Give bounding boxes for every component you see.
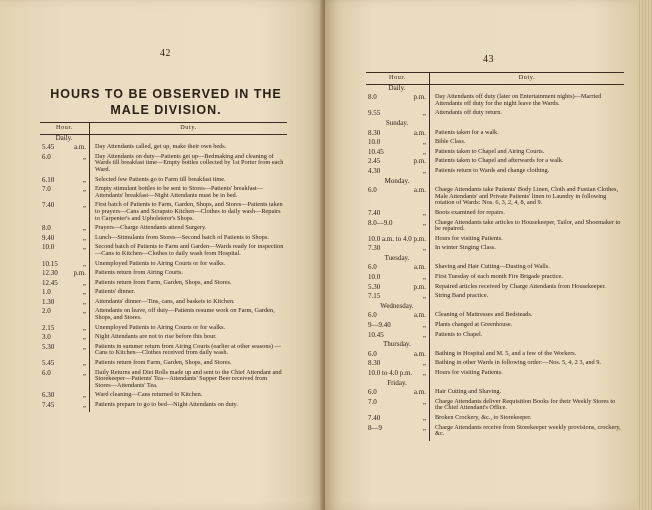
- duty-cell: [429, 303, 624, 310]
- duty-cell: Unemployed Patients to Airing Courts or for walks.: [95, 323, 226, 331]
- hour-cell: [40, 244, 90, 257]
- ampm-marker: „: [422, 330, 426, 339]
- hour-cell: [40, 235, 90, 242]
- time-value: 10.45: [368, 330, 384, 339]
- day-heading-row: [366, 380, 624, 387]
- time-value: 12.30: [42, 269, 58, 278]
- table-row: [40, 344, 287, 357]
- hour-cell: [40, 299, 90, 306]
- ampm-marker: „: [422, 208, 426, 217]
- hour-cell: [40, 334, 90, 341]
- ampm-marker: „: [422, 369, 426, 377]
- ampm-marker: a.m.: [413, 349, 426, 358]
- day-heading-row: [366, 120, 624, 127]
- ampm-marker: „: [82, 391, 86, 400]
- time-value: 9—9.40: [368, 321, 391, 330]
- table-row: [366, 130, 624, 137]
- left-page: [0, 0, 323, 510]
- table-row: [366, 389, 624, 396]
- duty-cell: Patients taken to Chapel and afterwards for a walk.: [434, 157, 564, 165]
- duty-cell: Second batch of Patients to Farm and Garden—Wards ready for inspection—Cans to Kitchen—Clothes to daily wash from Hospital.: [95, 243, 284, 257]
- ampm-marker: „: [82, 288, 86, 297]
- hour-cell: [366, 332, 429, 339]
- table-row: [366, 149, 624, 156]
- table-row: [366, 245, 624, 252]
- duty-cell: Prayers—Charge Attendants attend Surgery.: [95, 224, 207, 232]
- duty-cell: Shaving and Hair Cutting—Dusting of Walls.: [434, 263, 550, 271]
- table-row: [366, 425, 624, 438]
- hour-cell: [366, 236, 429, 243]
- page-number: 42: [160, 48, 171, 59]
- table-row: [40, 261, 287, 268]
- page-title: HOURS TO BE OBSERVED IN THE MALE DIVISION.: [50, 87, 282, 117]
- time-value: 6.0: [368, 311, 377, 320]
- duty-cell: Patients taken to Chapel and Airing Courts.: [434, 147, 545, 155]
- time-value: 6.0: [42, 152, 51, 161]
- spacer-cell: [40, 409, 90, 412]
- hour-cell: [40, 202, 90, 222]
- time-value: 1.30: [42, 297, 55, 306]
- duty-cell: Hours for visiting Patients.: [434, 234, 503, 242]
- ampm-marker: p.m.: [413, 282, 426, 291]
- day-label: Daily.: [40, 134, 90, 141]
- hour-column-header: Hour.: [40, 123, 90, 135]
- table-row: [366, 399, 624, 412]
- duty-cell: Patients in summer return from Airing Courts (earlier at other seasons) — Cans to Kitchen—Clothes received from daily wash.: [95, 342, 281, 357]
- time-value: 10.15: [42, 259, 58, 268]
- time-value: 10.0: [42, 243, 55, 252]
- ampm-marker: a.m.: [413, 388, 426, 397]
- table-row: [366, 168, 624, 175]
- ampm-marker: „: [82, 243, 86, 252]
- table-row: [366, 415, 624, 422]
- table-row: [40, 392, 287, 399]
- duty-cell: Selected few Patients go to Farm till breakfast time.: [95, 175, 226, 183]
- hour-cell: [366, 94, 429, 107]
- day-heading-row: [366, 84, 624, 91]
- hour-cell: [40, 325, 90, 332]
- time-value: 6.0: [368, 349, 377, 358]
- duty-cell: [429, 341, 624, 348]
- duty-cell: Patients return from Airing Courts.: [95, 269, 183, 277]
- duty-cell: Repaired articles received by Charge Attendants from Housekeeper.: [434, 282, 606, 290]
- ampm-marker: „: [82, 278, 86, 287]
- hour-cell: [366, 425, 429, 438]
- hour-cell: [366, 360, 429, 367]
- duty-cell: Hair Cutting and Shaving.: [434, 388, 502, 396]
- ampm-marker: „: [82, 185, 86, 194]
- ampm-marker: a.m.: [73, 143, 86, 152]
- hour-cell: [40, 344, 90, 357]
- day-label: Tuesday.: [366, 255, 429, 262]
- hour-cell: [366, 220, 429, 233]
- duty-cell: Empty stimulant bottles to be sent to Stores—Patients' breakfast—Attendants' breakfast—Night Attendants must be in bed.: [95, 185, 263, 199]
- hour-cell: [40, 261, 90, 268]
- hour-cell: [366, 293, 429, 300]
- duty-cell: Attendants' dinner—Tins, cans, and baskets to Kitchen.: [95, 297, 235, 305]
- spacer-cell: [429, 438, 624, 441]
- day-heading-row: [366, 341, 624, 348]
- time-value: 10.0 a.m. to 4.0 p.m.: [368, 234, 426, 243]
- duty-cell: Broken Crockery, &c., to Storekeeper.: [434, 413, 532, 421]
- hour-cell: [40, 144, 90, 151]
- duty-cell: Day Attendants off duty (later on Entertainment nights)—Married Attendants off duty for the night leave the Wards.: [434, 93, 602, 107]
- time-value: 3.0: [42, 333, 51, 342]
- spacer-cell: [90, 409, 288, 412]
- time-value: 10.45: [368, 147, 384, 156]
- duty-cell: Unemployed Patients to Airing Courts or for walks.: [95, 259, 226, 267]
- time-value: 9.40: [42, 233, 55, 242]
- ampm-marker: „: [422, 138, 426, 147]
- duty-cell: Patients prepare to go to bed—Night Attendants on duty.: [95, 401, 238, 408]
- table-row: [366, 264, 624, 271]
- duty-cell: First batch of Patients to Farm, Garden, Shops, and Stores—Patients taken to prayers—Cans and Scrapsto Kitchen—Clothes to daily wash—Repairs to Carpenter's and Upholsterer's Shops.: [95, 201, 283, 222]
- table-row: [40, 299, 287, 306]
- ampm-marker: „: [422, 147, 426, 156]
- table-row: [40, 270, 287, 277]
- hour-cell: [366, 351, 429, 358]
- time-value: 7.40: [368, 413, 381, 422]
- time-value: 10.0: [368, 273, 381, 282]
- schedule-body: [366, 84, 624, 441]
- ampm-marker: „: [82, 333, 86, 342]
- day-heading-row: [40, 134, 287, 141]
- duty-cell: Patients' dinner.: [95, 288, 135, 296]
- ampm-marker: „: [82, 342, 86, 351]
- duty-cell: Patients return from Farm, Garden, Shops, and Stores.: [95, 359, 232, 367]
- day-label: Sunday.: [366, 120, 429, 127]
- duty-column-header: Duty.: [429, 73, 624, 85]
- ampm-marker: „: [422, 423, 426, 432]
- schedule-table: [366, 72, 624, 441]
- hour-cell: [366, 389, 429, 396]
- ampm-marker: „: [422, 397, 426, 406]
- duty-cell: Bible Class.: [434, 138, 466, 146]
- ampm-marker: „: [82, 259, 86, 268]
- ampm-marker: „: [82, 359, 86, 368]
- duty-cell: [90, 134, 288, 141]
- hour-cell: [366, 370, 429, 377]
- hour-cell: [366, 245, 429, 252]
- day-label: Friday.: [366, 380, 429, 387]
- ampm-marker: p.m.: [73, 269, 86, 278]
- schedule-table: [40, 122, 287, 412]
- page-number: 43: [483, 54, 494, 65]
- table-row: [366, 322, 624, 329]
- table-row: [366, 360, 624, 367]
- table-row: [40, 402, 287, 409]
- time-value: 7.0: [368, 397, 377, 406]
- day-label: Monday.: [366, 178, 429, 185]
- ampm-marker: „: [82, 368, 86, 377]
- hour-cell: [366, 322, 429, 329]
- table-row: [366, 220, 624, 233]
- schedule-body: [40, 134, 287, 412]
- time-value: 12.45: [42, 278, 58, 287]
- duty-cell: In winter Singing Class.: [434, 244, 496, 252]
- time-value: 8.0: [368, 93, 377, 102]
- row-spacer: [366, 438, 624, 441]
- hour-cell: [40, 402, 90, 409]
- table-row: [366, 370, 624, 377]
- hour-cell: [40, 177, 90, 184]
- duty-cell: Charge Attendants take articles to Housekeeper, Tailor, and Shoemaker to be repaired.: [434, 218, 621, 233]
- duty-cell: Bathing in other Wards in following order:—Nos. 5, 4, 2 3, and 9.: [434, 359, 602, 367]
- duty-cell: Attendants off duty return.: [434, 109, 502, 117]
- duty-cell: First Tuesday of each month Fire Brigade practice.: [434, 273, 563, 281]
- duty-cell: Day Attendants on duty—Patients get up—Bedmaking and cleaning of Wards till breakfast time—Empty bottles collected by 1st Porter from each Ward.: [95, 152, 284, 173]
- duty-cell: Patients return to Wards and change clothing.: [434, 166, 550, 174]
- day-heading-row: [366, 178, 624, 185]
- table-row: [40, 202, 287, 222]
- row-spacer: [40, 409, 287, 412]
- time-value: 5.30: [368, 282, 381, 291]
- table-row: [366, 158, 624, 165]
- table-row: [366, 94, 624, 107]
- day-label: Wednesday.: [366, 303, 429, 310]
- time-value: 4.30: [368, 166, 381, 175]
- time-value: 8.30: [368, 128, 381, 137]
- time-value: 7.30: [368, 244, 381, 253]
- duty-cell: Charge Attendants receive from Storekeeper weekly provisions, crockery, &c.: [434, 423, 621, 438]
- table-row: [366, 139, 624, 146]
- ampm-marker: a.m.: [413, 128, 426, 137]
- time-value: 7.15: [368, 292, 381, 301]
- time-value: 8—9: [368, 423, 382, 432]
- duty-cell: Charge Attendants take Patients' Body Linen, Cloth and Fustian Clothes, Male Attendants' and Private Patients' linen to Laundry in following rotation of Wards: Nos. 6, 3, 2, 4, 8, and 9.: [434, 186, 619, 207]
- table-row: [366, 332, 624, 339]
- ampm-marker: „: [422, 359, 426, 368]
- table-row: [366, 284, 624, 291]
- hour-cell: [40, 392, 90, 399]
- duty-cell: Boots examined for repairs.: [434, 208, 505, 216]
- table-row: [40, 334, 287, 341]
- ampm-marker: p.m.: [413, 157, 426, 166]
- table-row: [40, 154, 287, 174]
- duty-cell: [429, 255, 624, 262]
- time-value: 9.55: [368, 109, 381, 118]
- time-value: 8.0—9.0: [368, 218, 393, 227]
- ampm-marker: „: [422, 166, 426, 175]
- table-row: [366, 274, 624, 281]
- ampm-marker: „: [422, 273, 426, 282]
- time-value: 8.0: [42, 224, 51, 233]
- hour-cell: [40, 360, 90, 367]
- duty-cell: [429, 178, 624, 185]
- time-value: 5.45: [42, 143, 55, 152]
- time-value: 1.0: [42, 288, 51, 297]
- ampm-marker: „: [82, 201, 86, 210]
- day-heading-row: [366, 303, 624, 310]
- duty-column-header: Duty.: [90, 123, 288, 135]
- ampm-marker: „: [422, 321, 426, 330]
- table-row: [366, 312, 624, 319]
- hour-cell: [366, 139, 429, 146]
- ampm-marker: „: [82, 175, 86, 184]
- time-value: 10.0 to 4.0 p.m.: [368, 369, 413, 377]
- table-row: [40, 225, 287, 232]
- hour-cell: [366, 284, 429, 291]
- duty-cell: Night Attendants are not to rise before this hour.: [95, 333, 217, 341]
- duty-cell: Lunch—Stimulants from Stores—Second batch of Patients to Shops.: [95, 233, 269, 241]
- hour-cell: [366, 110, 429, 117]
- ampm-marker: „: [422, 218, 426, 227]
- time-value: 6.0: [368, 263, 377, 272]
- table-row: [366, 110, 624, 117]
- time-value: 7.0: [42, 185, 51, 194]
- hour-cell: [40, 225, 90, 232]
- hour-column-header: Hour.: [366, 73, 429, 85]
- time-value: 2.15: [42, 323, 55, 332]
- day-label: Daily.: [366, 84, 429, 91]
- hour-cell: [40, 154, 90, 174]
- table-row: [40, 235, 287, 242]
- ampm-marker: „: [82, 297, 86, 306]
- table-row: [366, 351, 624, 358]
- hour-cell: [40, 280, 90, 287]
- ampm-marker: „: [422, 244, 426, 253]
- page-edges: [637, 0, 652, 510]
- table-row: [40, 144, 287, 151]
- time-value: 2.45: [368, 157, 381, 166]
- hour-cell: [366, 158, 429, 165]
- table-row: [366, 187, 624, 207]
- duty-cell: [429, 380, 624, 387]
- table-row: [40, 289, 287, 296]
- hour-cell: [366, 415, 429, 422]
- duty-cell: Charge Attendants deliver Requisition Books for their Weekly Stores to the Chief Attendant's Office.: [434, 397, 616, 412]
- hour-cell: [40, 370, 90, 390]
- time-value: 7.40: [42, 201, 55, 210]
- duty-cell: Bathing in Hospital and M. 5, and a few of the Workers.: [434, 349, 577, 357]
- duty-cell: Hours for visiting Patients.: [434, 369, 503, 376]
- table-row: [40, 186, 287, 199]
- duty-cell: Attendants on leave, off duty—Patients resume work on Farm, Garden, Shops, and Stores.: [95, 307, 275, 322]
- table-row: [40, 308, 287, 321]
- day-label: Thursday.: [366, 341, 429, 348]
- table-row: [40, 325, 287, 332]
- time-value: 8.30: [368, 359, 381, 368]
- time-value: 6.10: [42, 175, 55, 184]
- hour-cell: [366, 168, 429, 175]
- ampm-marker: „: [82, 224, 86, 233]
- duty-cell: Plants changed at Greenhouse.: [434, 321, 513, 329]
- duty-cell: Ward cleaning—Cans returned to Kitchen.: [95, 391, 203, 399]
- hour-cell: [366, 274, 429, 281]
- time-value: 2.0: [42, 307, 51, 316]
- table-row: [366, 236, 624, 243]
- ampm-marker: a.m.: [413, 311, 426, 320]
- duty-cell: Cleaning of Mattresses and Bedsteads.: [434, 311, 533, 319]
- ampm-marker: „: [82, 233, 86, 242]
- ampm-marker: „: [82, 307, 86, 316]
- time-value: 6.0: [368, 186, 377, 195]
- ampm-marker: „: [82, 152, 86, 161]
- time-value: 5.45: [42, 359, 55, 368]
- duty-cell: Patients taken for a walk.: [434, 128, 499, 136]
- time-value: 6.30: [42, 391, 55, 400]
- table-row: [40, 280, 287, 287]
- time-value: 6.0: [368, 388, 377, 397]
- ampm-marker: a.m.: [413, 186, 426, 195]
- hour-cell: [40, 308, 90, 321]
- hour-cell: [366, 399, 429, 412]
- table-row: [40, 360, 287, 367]
- time-value: 10.0: [368, 138, 381, 147]
- hour-cell: [40, 186, 90, 199]
- hour-cell: [366, 149, 429, 156]
- duty-cell: Day Attendants called, get up, make their own beds.: [95, 143, 227, 151]
- hour-cell: [40, 289, 90, 296]
- ampm-marker: „: [422, 292, 426, 301]
- hour-cell: [366, 264, 429, 271]
- time-value: 5.30: [42, 342, 55, 351]
- duty-cell: [429, 120, 624, 127]
- hour-cell: [366, 130, 429, 137]
- table-row: [366, 293, 624, 300]
- table-row: [40, 244, 287, 257]
- duty-cell: Patients return from Farm, Garden, Shops, and Stores.: [95, 278, 232, 286]
- hour-cell: [366, 187, 429, 207]
- time-value: 7.45: [42, 401, 55, 409]
- duty-cell: String Band practice.: [434, 292, 489, 300]
- duty-cell: [429, 84, 624, 91]
- duty-cell: Patients to Chapel.: [434, 330, 483, 338]
- spacer-cell: [366, 438, 429, 441]
- ampm-marker: p.m.: [413, 93, 426, 102]
- duty-cell: Daily Returns and Diet Rolls made up and sent to the Chief Attendant and Storekeeper—Patients' Tea—Attendants' Supper Beer received from Stores—Attendants' Tea.: [95, 368, 282, 389]
- ampm-marker: „: [82, 401, 86, 409]
- ampm-marker: „: [82, 323, 86, 332]
- ampm-marker: „: [422, 109, 426, 118]
- hour-cell: [40, 270, 90, 277]
- time-value: 7.40: [368, 208, 381, 217]
- ampm-marker: a.m.: [413, 263, 426, 272]
- table-row: [40, 177, 287, 184]
- table-row: [40, 370, 287, 390]
- hour-cell: [366, 210, 429, 217]
- time-value: 6.0: [42, 368, 51, 377]
- day-heading-row: [366, 255, 624, 262]
- ampm-marker: „: [422, 413, 426, 422]
- hour-cell: [366, 312, 429, 319]
- table-row: [366, 210, 624, 217]
